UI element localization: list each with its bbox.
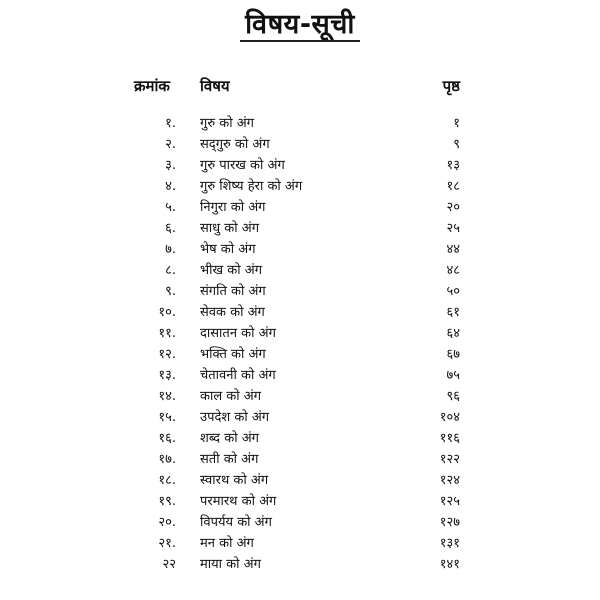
entry-number: १८. xyxy=(158,473,176,488)
contents-list xyxy=(0,113,600,575)
entry-page: ६४ xyxy=(446,326,460,341)
entry-subject: माया को अंग xyxy=(200,557,261,572)
entry-subject: भेष को अंग xyxy=(200,242,256,257)
entry-number: ४. xyxy=(165,179,176,194)
entry-page: ४८ xyxy=(446,263,460,278)
contents-row xyxy=(0,554,600,575)
contents-row xyxy=(0,323,600,344)
entry-subject: स्वारथ को अंग xyxy=(200,473,269,488)
entry-number: १२. xyxy=(158,347,176,362)
entry-subject: सती को अंग xyxy=(200,452,259,467)
entry-page: १२४ xyxy=(439,473,460,488)
header-subject: विषय xyxy=(200,77,230,95)
contents-row xyxy=(0,113,600,134)
entry-page: २० xyxy=(446,200,460,215)
entry-number: २२ xyxy=(162,557,176,572)
entry-subject: काल को अंग xyxy=(200,389,262,404)
contents-row xyxy=(0,533,600,554)
entry-page: ६१ xyxy=(446,305,460,320)
contents-row xyxy=(0,302,600,323)
entry-subject: परमारथ को अंग xyxy=(200,494,277,509)
entry-number: १९. xyxy=(158,494,176,509)
entry-number: ९. xyxy=(165,284,176,299)
entry-page: १४१ xyxy=(439,557,460,572)
entry-number: २१. xyxy=(158,536,176,551)
entry-subject: भक्ति को अंग xyxy=(200,347,266,362)
entry-page: १०४ xyxy=(439,410,460,425)
entry-page: १२५ xyxy=(439,494,460,509)
entry-page: १२२ xyxy=(439,452,460,467)
entry-number: ३. xyxy=(165,158,176,173)
entry-number: १५. xyxy=(158,410,176,425)
entry-number: २०. xyxy=(158,515,176,530)
entry-number: ६. xyxy=(165,221,176,236)
entry-page: ४४ xyxy=(446,242,460,257)
entry-number: १. xyxy=(165,116,176,131)
page-title: विषय-सूची xyxy=(245,9,355,40)
contents-row xyxy=(0,449,600,470)
entry-page: ५० xyxy=(446,284,460,299)
entry-page: ९६ xyxy=(446,389,460,404)
entry-number: १४. xyxy=(158,389,176,404)
entry-subject: साधु को अंग xyxy=(200,221,260,236)
entry-page: ७५ xyxy=(446,368,460,383)
entry-subject: संगति को अंग xyxy=(200,284,266,299)
entry-page: १२७ xyxy=(439,515,460,530)
contents-row xyxy=(0,197,600,218)
entry-subject: विपर्यय को अंग xyxy=(200,515,272,530)
entry-page: १३१ xyxy=(439,536,460,551)
contents-row xyxy=(0,491,600,512)
contents-row xyxy=(0,260,600,281)
entry-subject: गुरु पारख को अंग xyxy=(200,158,285,173)
entry-subject: भीख को अंग xyxy=(200,263,263,278)
entry-number: १६. xyxy=(158,431,176,446)
contents-row xyxy=(0,176,600,197)
contents-row xyxy=(0,155,600,176)
entry-number: १७. xyxy=(158,452,176,467)
contents-row xyxy=(0,386,600,407)
entry-number: ८. xyxy=(165,263,176,278)
entry-page: १३ xyxy=(446,158,460,173)
entry-subject: उपदेश को अंग xyxy=(200,410,270,425)
entry-number: २. xyxy=(165,137,176,152)
contents-row xyxy=(0,134,600,155)
contents-row xyxy=(0,344,600,365)
entry-subject: दासातन को अंग xyxy=(200,326,276,341)
entry-page: २५ xyxy=(446,221,460,236)
contents-row xyxy=(0,365,600,386)
entry-subject: निगुरा को अंग xyxy=(200,200,266,215)
entry-number: १३. xyxy=(158,368,176,383)
entry-subject: शब्द को अंग xyxy=(200,431,259,446)
header-page: पृष्ठ xyxy=(442,77,460,95)
entry-page: ११६ xyxy=(439,431,460,446)
entry-subject: सद्‌गुरु को अंग xyxy=(200,137,270,152)
entry-subject: गुरु शिष्य हेरा को अंग xyxy=(200,179,303,194)
entry-page: ९ xyxy=(453,137,460,152)
contents-row xyxy=(0,218,600,239)
entry-page: १८ xyxy=(446,179,460,194)
entry-subject: गुरु को अंग xyxy=(200,116,254,131)
entry-number: ७. xyxy=(165,242,176,257)
header-number: क्रमांक xyxy=(134,77,170,95)
entry-page: ६७ xyxy=(446,347,460,362)
contents-row xyxy=(0,281,600,302)
title-underline xyxy=(240,40,360,42)
contents-row xyxy=(0,512,600,533)
contents-row xyxy=(0,239,600,260)
contents-row xyxy=(0,428,600,449)
entry-subject: सेवक को अंग xyxy=(200,305,265,320)
contents-row xyxy=(0,407,600,428)
entry-page: १ xyxy=(453,116,460,131)
entry-number: ११. xyxy=(158,326,176,341)
entry-number: ५. xyxy=(165,200,176,215)
entry-subject: चेतावनी को अंग xyxy=(200,368,276,383)
contents-row xyxy=(0,470,600,491)
entry-subject: मन को अंग xyxy=(200,536,254,551)
entry-number: १०. xyxy=(158,305,176,320)
